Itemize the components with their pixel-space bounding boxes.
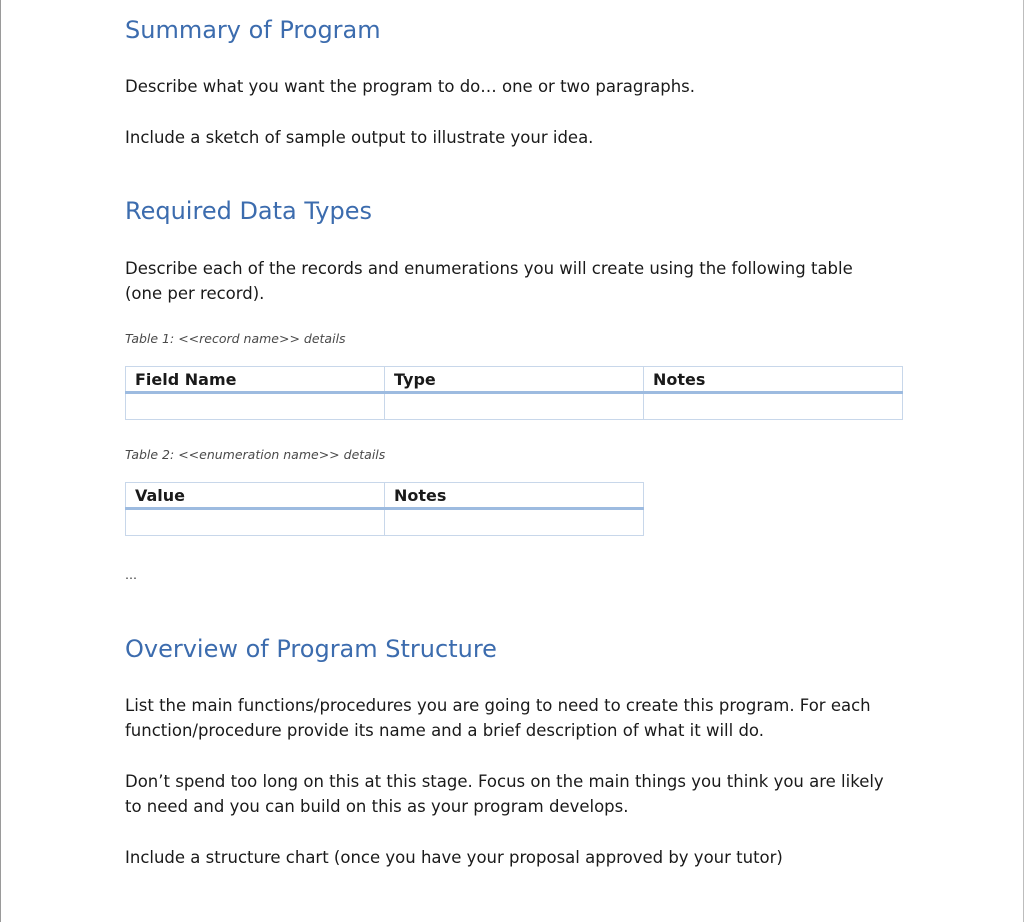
data-types-paragraph: Describe each of the records and enumerations you will create using the following table (one per record). <box>125 259 853 303</box>
summary-paragraph-1: Describe what you want the program to do… one or two paragraphs. <box>125 77 695 96</box>
column-header-field-name: Field Name <box>126 367 385 393</box>
structure-paragraph-1: List the main functions/procedures you are going to need to create this program. For each function/procedure provide its name and a brief description of what it will do. <box>125 696 871 740</box>
column-header-notes: Notes <box>644 367 903 393</box>
table-header-row <box>126 483 644 509</box>
column-header-value: Value <box>126 483 385 509</box>
structure-paragraph-2: Don’t spend too long on this at this stage. Focus on the main things you think you are likely to need and you can build on this as your program develops. <box>125 772 884 816</box>
table-row <box>126 393 903 420</box>
table-header-row <box>126 367 903 393</box>
table-cell[interactable] <box>126 509 385 536</box>
heading-overview-of-program-structure: Overview of Program Structure <box>125 635 497 663</box>
ellipsis-continuation: … <box>125 568 137 582</box>
table-cell[interactable] <box>644 393 903 420</box>
heading-summary-of-program: Summary of Program <box>125 16 381 44</box>
page-edge-left <box>0 0 1 922</box>
table-1-caption: Table 1: <<record name>> details <box>125 331 346 346</box>
table-row <box>126 509 644 536</box>
column-header-notes: Notes <box>385 483 644 509</box>
structure-paragraph-3: Include a structure chart (once you have your proposal approved by your tutor) <box>125 848 783 867</box>
table-cell[interactable] <box>385 509 644 536</box>
enumeration-details-table <box>125 482 644 536</box>
column-header-type: Type <box>385 367 644 393</box>
record-details-table <box>125 366 903 420</box>
heading-required-data-types: Required Data Types <box>125 197 373 225</box>
table-2-caption: Table 2: <<enumeration name>> details <box>125 447 386 462</box>
table-cell[interactable] <box>126 393 385 420</box>
table-cell[interactable] <box>385 393 644 420</box>
summary-paragraph-2: Include a sketch of sample output to illustrate your idea. <box>125 128 594 147</box>
